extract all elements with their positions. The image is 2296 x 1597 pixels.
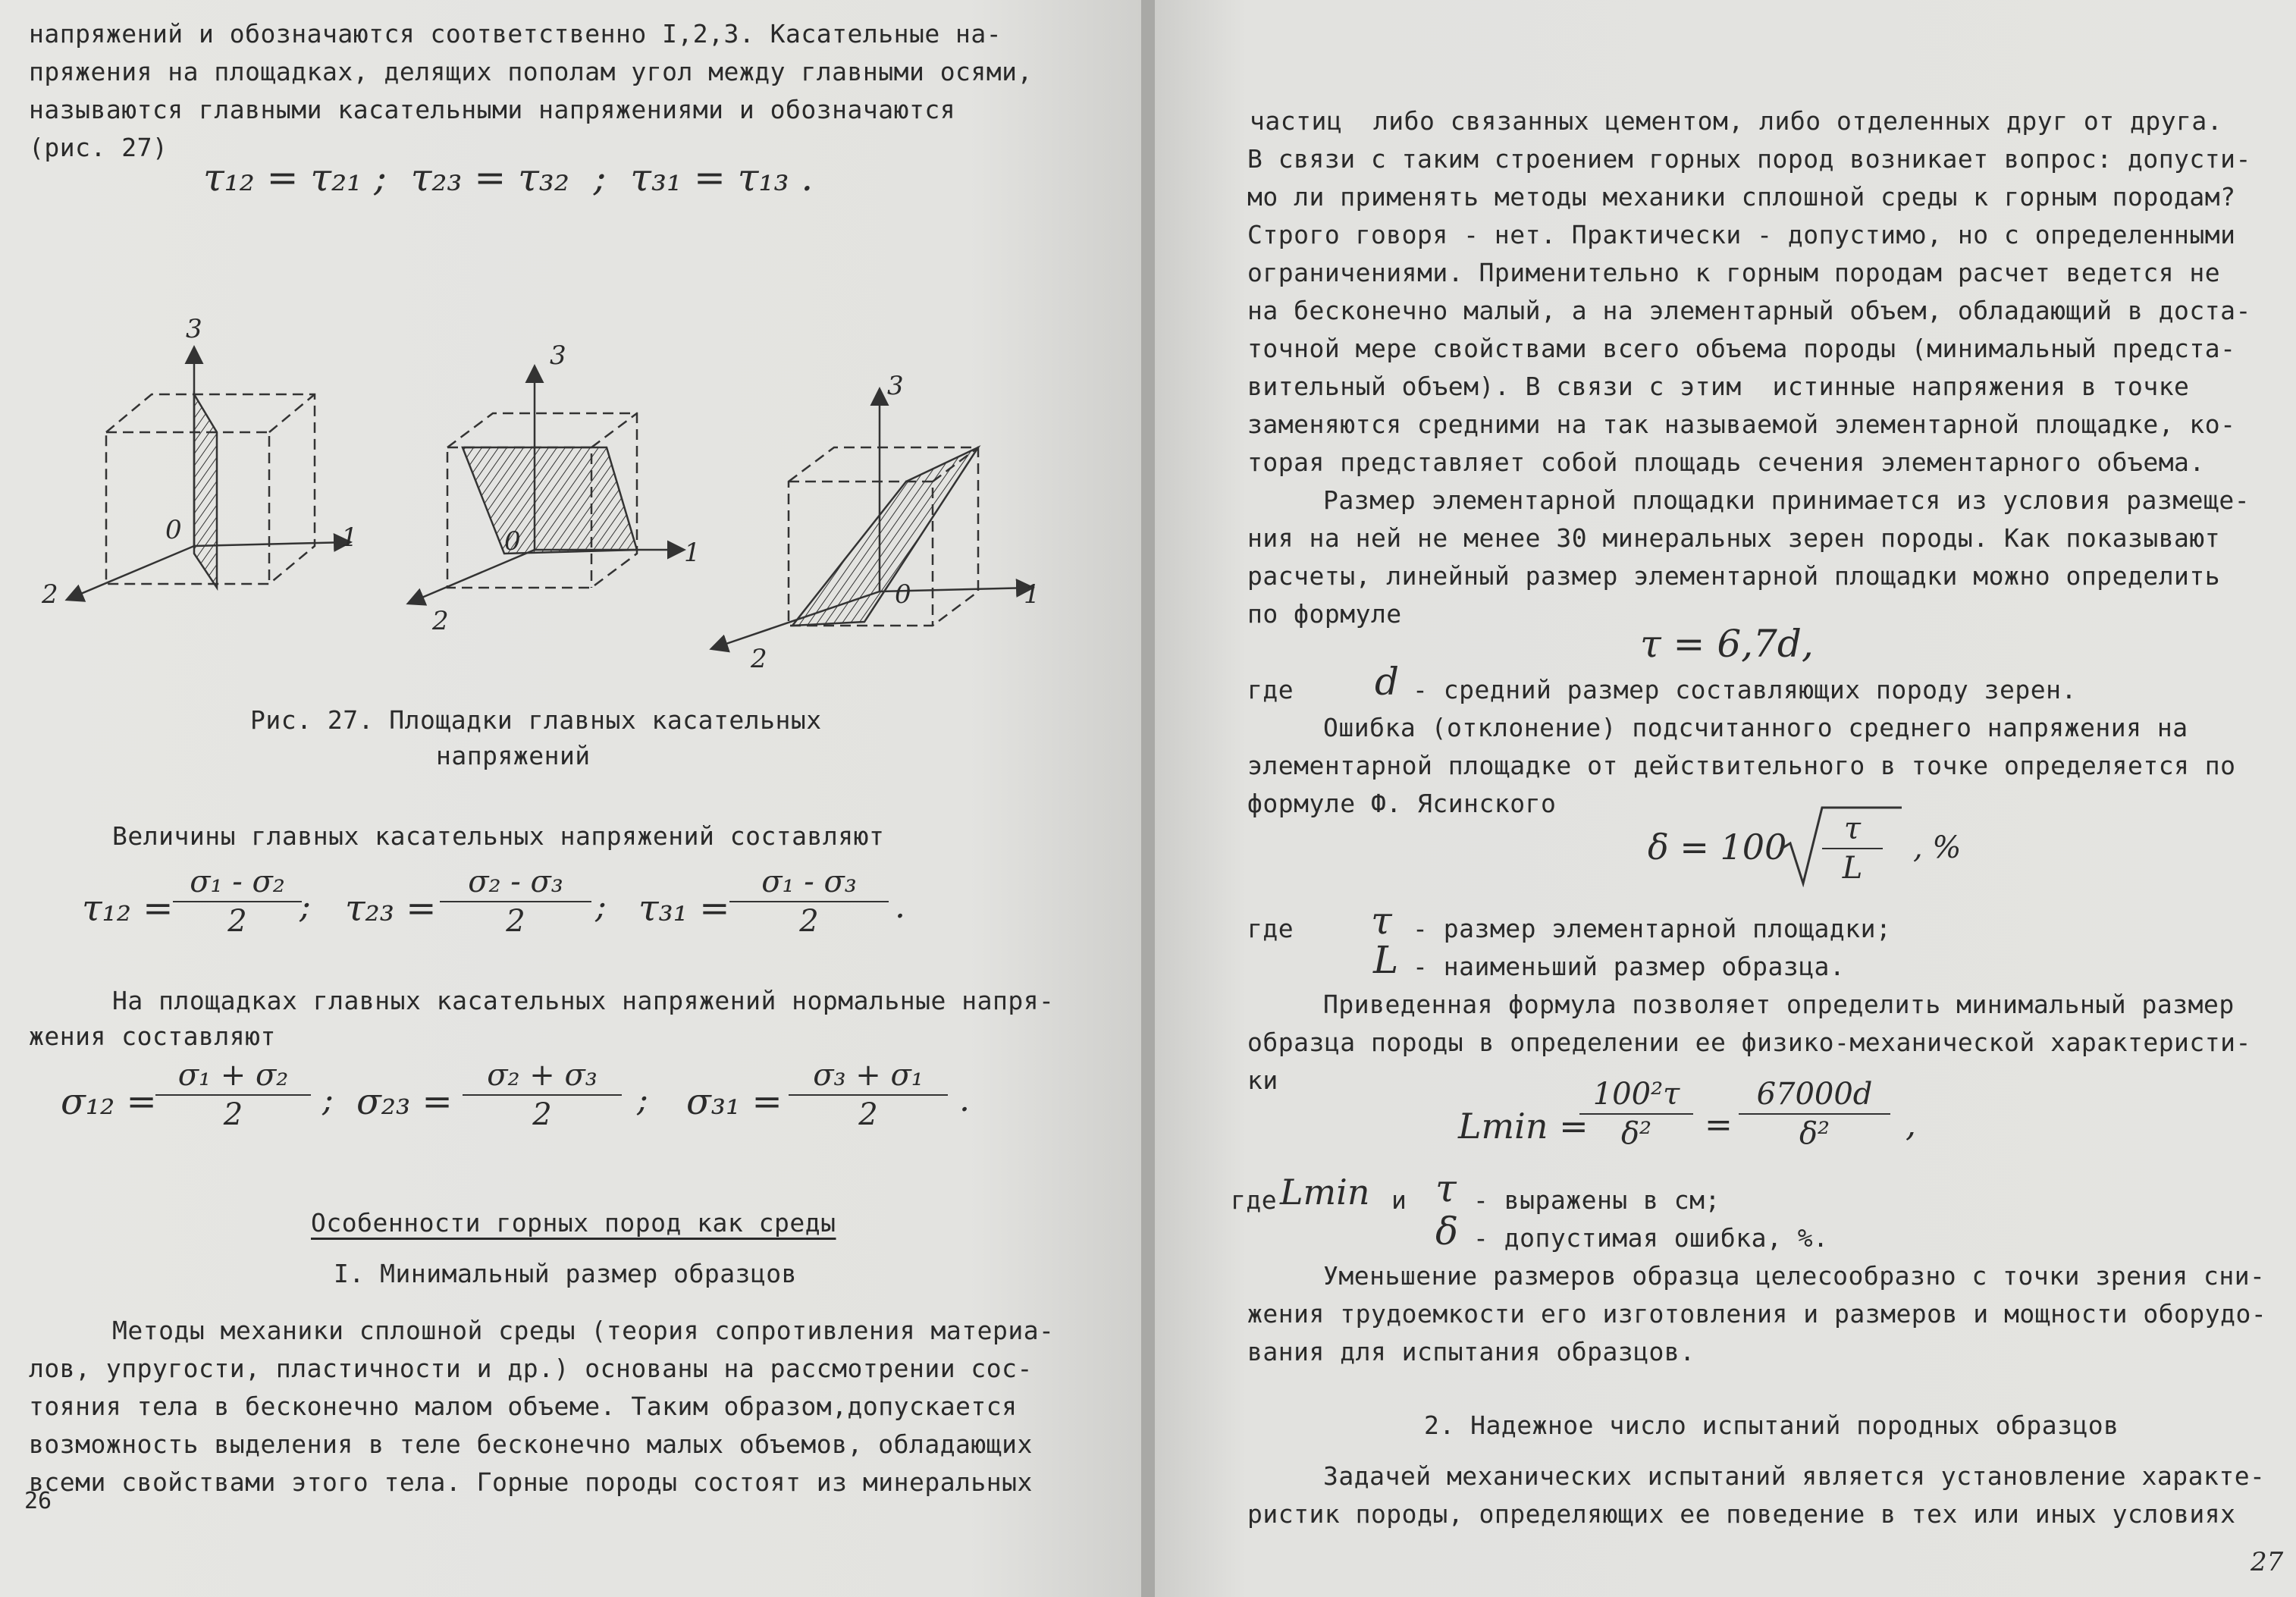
axis-label-3: 3: [887, 371, 904, 401]
paragraph-line: В связи с таким строением горных пород возникает вопрос: допусти-: [1247, 144, 2251, 174]
paragraph-line: вительный объем). В связи с этим истинные напряжения в точке: [1247, 372, 2190, 401]
denominator: 2: [858, 1097, 878, 1132]
formula-sep: ;: [637, 1081, 648, 1119]
intro-line: пряжения на площадках, делящих пополам угол между главными осями,: [29, 57, 1033, 86]
axis-label-0: 0: [895, 579, 911, 610]
figure-caption: Рис. 27. Площадки главных касательных: [250, 705, 822, 735]
equation-lmin-eq: =: [1705, 1106, 1733, 1144]
numerator: 100²τ: [1592, 1077, 1680, 1112]
axis-label-1: 1: [1024, 579, 1040, 610]
paragraph-line: Величины главных касательных напряжений составляют: [112, 821, 885, 851]
where-label: где: [1247, 914, 1294, 943]
paragraph-line: Задачей механических испытаний является установление характе-: [1323, 1461, 2266, 1491]
equation-tau-equal: τ₁₂ = τ₂₁ ; τ₂₃ = τ₃₂ ; τ₃₁ = τ₁₃ .: [203, 155, 814, 199]
paragraph-line: ки: [1247, 1065, 1278, 1095]
formula-lhs: σ₂₃ =: [356, 1081, 453, 1123]
where-symbol: τ: [1435, 1166, 1457, 1210]
formula-lhs: τ₁₂ =: [82, 887, 174, 930]
equation-delta-lhs: δ = 100: [1648, 827, 1787, 868]
denominator: δ²: [1799, 1116, 1830, 1151]
paragraph-line: формуле Ф. Ясинского: [1247, 789, 1557, 818]
paragraph-line: возможность выделения в теле бесконечно малых объемов, обладающих: [29, 1429, 1033, 1459]
paragraph-line: На площадках главных касательных напряжений нормальные напря-: [112, 986, 1055, 1015]
formula-sep: .: [959, 1081, 970, 1119]
denominator: L: [1842, 851, 1863, 886]
paragraph-line: Методы механики сплошной среды (теория сопротивления материа-: [112, 1316, 1055, 1345]
paragraph-line: частиц либо связанных цементом, либо отделенных друг от друга.: [1250, 106, 2223, 136]
intro-line: напряжений и обозначаются соответственно I,2,3. Касательные на-: [29, 19, 1002, 49]
denominator: δ²: [1620, 1116, 1652, 1151]
figure-27-diagram: [30, 318, 1107, 675]
cube-1: [68, 349, 349, 599]
paragraph-line: жения составляют: [29, 1021, 276, 1051]
page-number: 26: [24, 1488, 52, 1514]
intro-line: называются главными касательными напряжениями и обозначаются: [29, 95, 956, 124]
where-text: - допустимая ошибка, %.: [1473, 1223, 1829, 1253]
numerator: σ₂ + σ₃: [487, 1058, 598, 1093]
paragraph-line: образца породы в определении ее физико-механической характеристи-: [1247, 1028, 2251, 1057]
book-gutter: [1141, 0, 1155, 1597]
paragraph-line: мо ли применять методы механики сплошной среды к горным породам?: [1247, 182, 2236, 212]
axis-label-3: 3: [550, 340, 566, 371]
equation-tau-d: τ = 6,7d,: [1640, 622, 1814, 666]
axis-label-2: 2: [432, 606, 449, 636]
equation-delta-tail: , %: [1913, 830, 1962, 865]
formula-fraction: [463, 1058, 622, 1132]
where-label: где: [1231, 1185, 1278, 1215]
lmin-fraction-1: [1579, 1077, 1693, 1151]
subsection-title: 2. Надежное число испытаний породных образцов: [1424, 1410, 2119, 1440]
formula-fraction: [789, 1058, 948, 1132]
axis-label-3: 3: [186, 318, 202, 344]
axis-label-2: 2: [751, 644, 767, 674]
numerator: σ₁ + σ₂: [177, 1058, 289, 1093]
where-text: - средний размер составляющих породу зерен.: [1413, 675, 2077, 704]
equation-lmin-lhs: Lmin =: [1458, 1106, 1589, 1147]
figure-caption: напряжений: [436, 741, 591, 770]
paragraph-line: ния на ней не менее 30 минеральных зерен породы. Как показывают: [1247, 523, 2221, 553]
denominator: 2: [799, 904, 819, 939]
numerator: 67000d: [1756, 1077, 1873, 1112]
paragraph-line: всеми свойствами этого тела. Горные породы состоят из минеральных: [29, 1467, 1033, 1497]
where-symbol: L: [1373, 938, 1399, 982]
formula-lhs: σ₁₂ =: [61, 1081, 157, 1123]
paragraph-line: ограничениями. Применительно к горным породам расчет ведется не: [1247, 258, 2221, 287]
formula-sep: .: [895, 887, 905, 926]
where-text: - наименьший размер образца.: [1413, 952, 1846, 981]
equation-lmin-tail: ,: [1905, 1106, 1916, 1144]
axis-label-0: 0: [165, 515, 182, 545]
where-symbol: d: [1375, 660, 1400, 704]
delta-fraction: [1822, 811, 1883, 886]
formula-fraction: [729, 864, 889, 939]
paragraph-line: торая представляет собой площадь сечения элементарного объема.: [1247, 447, 2205, 477]
paragraph-line: заменяются средними на так называемой элементарной площадке, ко-: [1247, 409, 2236, 439]
cube-3: [713, 391, 1031, 648]
paragraph-line: Приведенная формула позволяет определить минимальный размер: [1323, 990, 2235, 1019]
numerator: σ₁ - σ₂: [190, 864, 285, 899]
paragraph-line: жения трудоемкости его изготовления и размеров и мощности оборудо-: [1247, 1299, 2267, 1329]
formula-fraction: [173, 864, 302, 939]
where-text: - выражены в см;: [1473, 1185, 1720, 1215]
where-symbol: δ: [1435, 1210, 1459, 1253]
lmin-fraction-2: [1739, 1077, 1890, 1151]
numerator: σ₁ - σ₃: [761, 864, 857, 899]
denominator: 2: [506, 904, 525, 939]
formula-fraction: [440, 864, 591, 939]
formula-lhs: τ₃₁ =: [638, 887, 730, 930]
formula-sep: ;: [300, 887, 311, 926]
where-and: и: [1391, 1185, 1407, 1215]
numerator: σ₃ + σ₁: [813, 1058, 924, 1093]
paragraph-line: лов, упругости, пластичности и др.) основаны на рассмотрении сос-: [29, 1354, 1033, 1383]
paragraph-line: тояния тела в бесконечно малом объеме. Таким образом,допускается: [29, 1391, 1018, 1421]
paragraph-line: элементарной площадке от действительного в точке определяется по: [1247, 751, 2236, 780]
where-symbol: τ: [1371, 899, 1392, 943]
where-symbol: Lmin: [1280, 1172, 1370, 1213]
formula-sep: ;: [595, 887, 607, 926]
paragraph-line: точной мере свойствами всего объема породы (минимальный предста-: [1247, 334, 2236, 363]
subsection-title: I. Минимальный размер образцов: [334, 1259, 798, 1288]
denominator: 2: [532, 1097, 552, 1132]
paragraph-line: ристик породы, определяющих ее поведение в тех или иных условиях: [1247, 1499, 2236, 1529]
numerator: τ: [1843, 811, 1862, 846]
formula-sep: ;: [322, 1081, 334, 1119]
cube-2: [409, 368, 682, 603]
paragraph-line: вания для испытания образцов.: [1247, 1337, 1695, 1366]
section-title: Особенности горных пород как среды: [311, 1208, 836, 1238]
paragraph-line: Строго говоря - нет. Практически - допустимо, но с определенными: [1247, 220, 2236, 249]
denominator: 2: [227, 904, 247, 939]
numerator: σ₂ - σ₃: [468, 864, 563, 899]
formula-lhs: τ₂₃ =: [345, 887, 437, 930]
paragraph-line: по формуле: [1247, 599, 1402, 629]
denominator: 2: [223, 1097, 243, 1132]
axis-label-2: 2: [42, 579, 58, 610]
paragraph-line: Размер элементарной площадки принимается из условия размеще-: [1323, 485, 2251, 515]
paragraph-line: на бесконечно малый, а на элементарный объем, обладающий в доста-: [1247, 296, 2251, 325]
where-label: где: [1247, 675, 1294, 704]
page-number: 27: [2251, 1547, 2284, 1577]
axis-label-1: 1: [684, 538, 701, 568]
right-page: [1155, 0, 2296, 1597]
paragraph-line: расчеты, линейный размер элементарной площадки можно определить: [1247, 561, 2221, 591]
formula-fraction: [155, 1058, 311, 1132]
formula-lhs: σ₃₁ =: [686, 1081, 783, 1123]
paragraph-line: Уменьшение размеров образца целесообразно с точки зрения сни-: [1323, 1261, 2266, 1291]
intro-line: (рис. 27): [29, 133, 168, 162]
axis-label-1: 1: [341, 522, 358, 553]
axis-label-0: 0: [504, 526, 521, 557]
where-text: - размер элементарной площадки;: [1413, 914, 1892, 943]
left-page: [0, 0, 1141, 1597]
paragraph-line: Ошибка (отклонение) подсчитанного среднего напряжения на: [1323, 713, 2188, 742]
